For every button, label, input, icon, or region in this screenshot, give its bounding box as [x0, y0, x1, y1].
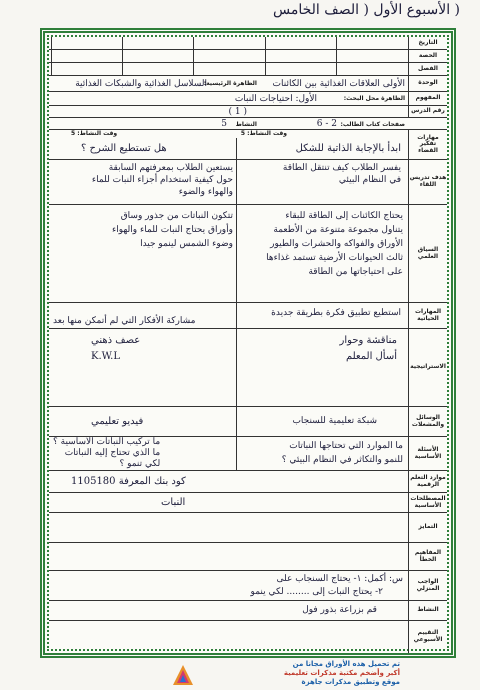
context-r4: الأوراق والفواكه والحشرات والطيور: [270, 239, 403, 249]
lesson-no-label: رقم الدرس: [408, 106, 447, 117]
scientific-context-label: السياق العلمي: [408, 205, 447, 302]
strategy-row: [49, 329, 447, 407]
digital-resources-value: كود بنك المعرفة 1105180: [71, 476, 186, 487]
tools-0: فيديو تعليمي: [91, 416, 144, 427]
date-row: [49, 37, 447, 50]
lesson-no-row: [49, 106, 447, 118]
pages-row: [49, 118, 447, 130]
unit-value: الأولى العلاقات الغذائية بين الكائنات: [272, 79, 405, 89]
question-0: ما الموارد التي تحتاجها النباتات: [289, 441, 403, 451]
terms-value: النبات: [161, 497, 186, 508]
question-2: للنمو والتكاثر في النظام البيئي ؟: [281, 455, 403, 465]
date-label: التاريخ: [408, 37, 447, 49]
footer-line-1: أكبر وأضخم مكتبة مذكرات تعليمية: [283, 669, 400, 677]
period-row: [49, 50, 447, 63]
strategy-2: عصف ذهني: [91, 335, 141, 346]
misconceptions-label: المفاهيم الخطأ: [408, 543, 447, 570]
prior-skills-text-0: هل تستطيع الشرح ؟: [81, 143, 167, 154]
activity-row: [49, 601, 447, 621]
prior-skills-row: [49, 130, 447, 160]
terms-row: [49, 493, 447, 513]
scientific-context-row: [49, 205, 447, 303]
activity2-time: وقت النشاط: 5: [240, 130, 287, 137]
goal-right-1: يفسر الطلاب كيف تنتقل الطاقة: [282, 163, 401, 173]
lesson-plan-frame: [40, 28, 456, 658]
period-label: الحصة: [408, 50, 447, 62]
evaluation-label: التقييم الأسبوعي: [408, 621, 447, 653]
question-1: ما تركيب النباتات الأساسية ؟: [53, 437, 161, 447]
misconceptions-row: [49, 543, 447, 571]
core-questions-row: [49, 437, 447, 471]
main-phenomenon-label: الظاهرة الرئيسية:: [203, 80, 257, 87]
tools-row: [49, 407, 447, 437]
footer-line-2: موقع وتطبيق مذكرات جاهزة: [301, 678, 400, 686]
terms-label: المصطلحات الأساسية: [408, 493, 447, 512]
differentiation-row: [49, 513, 447, 543]
concept-value: الأول: احتياجات النبات: [234, 94, 317, 104]
question-4: لكي تنمو ؟: [119, 459, 161, 469]
main-phenomenon-value: السلاسل الغذائية والشبكات الغذائية: [75, 79, 207, 89]
question-3: ما الذي تحتاج إليه النباتات: [64, 448, 161, 458]
class-row: [49, 63, 447, 76]
strategy-0: مناقشة وحوار: [339, 335, 397, 346]
skills-row: [49, 303, 447, 329]
lesson-no-value: ( 1 ): [228, 107, 247, 117]
goal-left-2: حول كيفية استخدام أجزاء النبات للماء: [91, 175, 233, 185]
activity-label: النشاط: [235, 121, 257, 128]
context-l3: وأوراق يحتاج النبات للماء والهواء: [112, 225, 233, 235]
strategy-3: K.W.L: [91, 351, 120, 362]
footer-line-0: تم تحميل هذه الأوراق مجانا من: [292, 660, 400, 668]
differentiation-label: التمايز: [408, 513, 447, 542]
homework-0: س: أكمل: ١- يحتاج السنجاب على: [276, 574, 403, 584]
evaluation-row: [49, 621, 447, 653]
strategy-1: أسأل المعلم: [345, 351, 397, 362]
goal-right-3: في النظام البيئي: [338, 175, 401, 185]
concept-label: المفهوم: [408, 92, 447, 105]
page-title: ( الأسبوع الأول ( الصف الخامس: [273, 2, 460, 18]
context-l1: تتكون النباتات من جذور وساق: [120, 211, 233, 221]
pages-value: 2 - 6: [316, 119, 337, 129]
tools-label: الوسائل والمشغلات: [408, 407, 447, 436]
skills-label: المهارات الحياتية: [408, 303, 447, 328]
class-label: الفصل: [408, 63, 447, 75]
digital-resources-row: [49, 471, 447, 493]
skills-text-0: استطيع تطبيق فكرة بطريقة جديدة: [271, 308, 401, 318]
lesson-goal-row: [49, 160, 447, 205]
prior-skills-label: مهارات تفكير القضاء: [408, 130, 447, 159]
homework-label: الواجب المنزلي: [408, 571, 447, 600]
unit-row: [49, 76, 447, 92]
core-questions-label: الأسئلة الأساسية: [408, 437, 447, 470]
strategy-label: الاستراتيجية: [408, 329, 447, 406]
homework-1: ٢- يحتاج النبات إلى ........ لكي ينمو: [250, 587, 383, 597]
activity3-time: وقت النشاط: 5: [71, 130, 118, 137]
tools-1: شبكة تعليمية للسنجاب: [292, 416, 377, 426]
phenomenon-label: الظاهرة محل البحث:: [343, 95, 405, 102]
goal-left-4: والهواء والضوء: [178, 187, 233, 197]
footer-credit: [150, 660, 400, 688]
context-r2: يتناول مجموعة متنوعة من الأطعمة: [273, 225, 403, 235]
context-r7: على احتياجاتها من الطاقة: [308, 267, 403, 277]
concept-row: [49, 92, 447, 106]
digital-resources-label: موارد التعلم الرقمية: [408, 471, 447, 492]
context-l5: وضوء الشمس لينمو جيدا: [140, 239, 233, 249]
context-r0: يحتاج الكائنات إلى الطاقة للبقاء: [285, 211, 403, 221]
context-r6: ثالث الحيوانات الأرضية تستمد غذاءها: [266, 253, 403, 263]
activity-label-row: النشاط: [408, 601, 447, 620]
activity-value: 5: [221, 119, 227, 129]
homework-row: [49, 571, 447, 601]
lesson-goal-label: هدف تدريس اللقاء: [408, 160, 447, 204]
prior-skills-text-1: ابدأ بالإجابة الذاتية للشكل: [295, 143, 401, 154]
unit-label: الوحدة: [408, 76, 447, 91]
skills-text-1: مشاركة الأفكار التي لم أتمكن منها بعد: [53, 316, 196, 326]
goal-left-0: يستعين الطلاب بمعرفتهم السابقة: [108, 163, 233, 173]
activity-value-text: قم بزراعة بذور فول: [302, 605, 377, 615]
pages-label: صفحات كتاب الطالب:: [340, 121, 405, 128]
